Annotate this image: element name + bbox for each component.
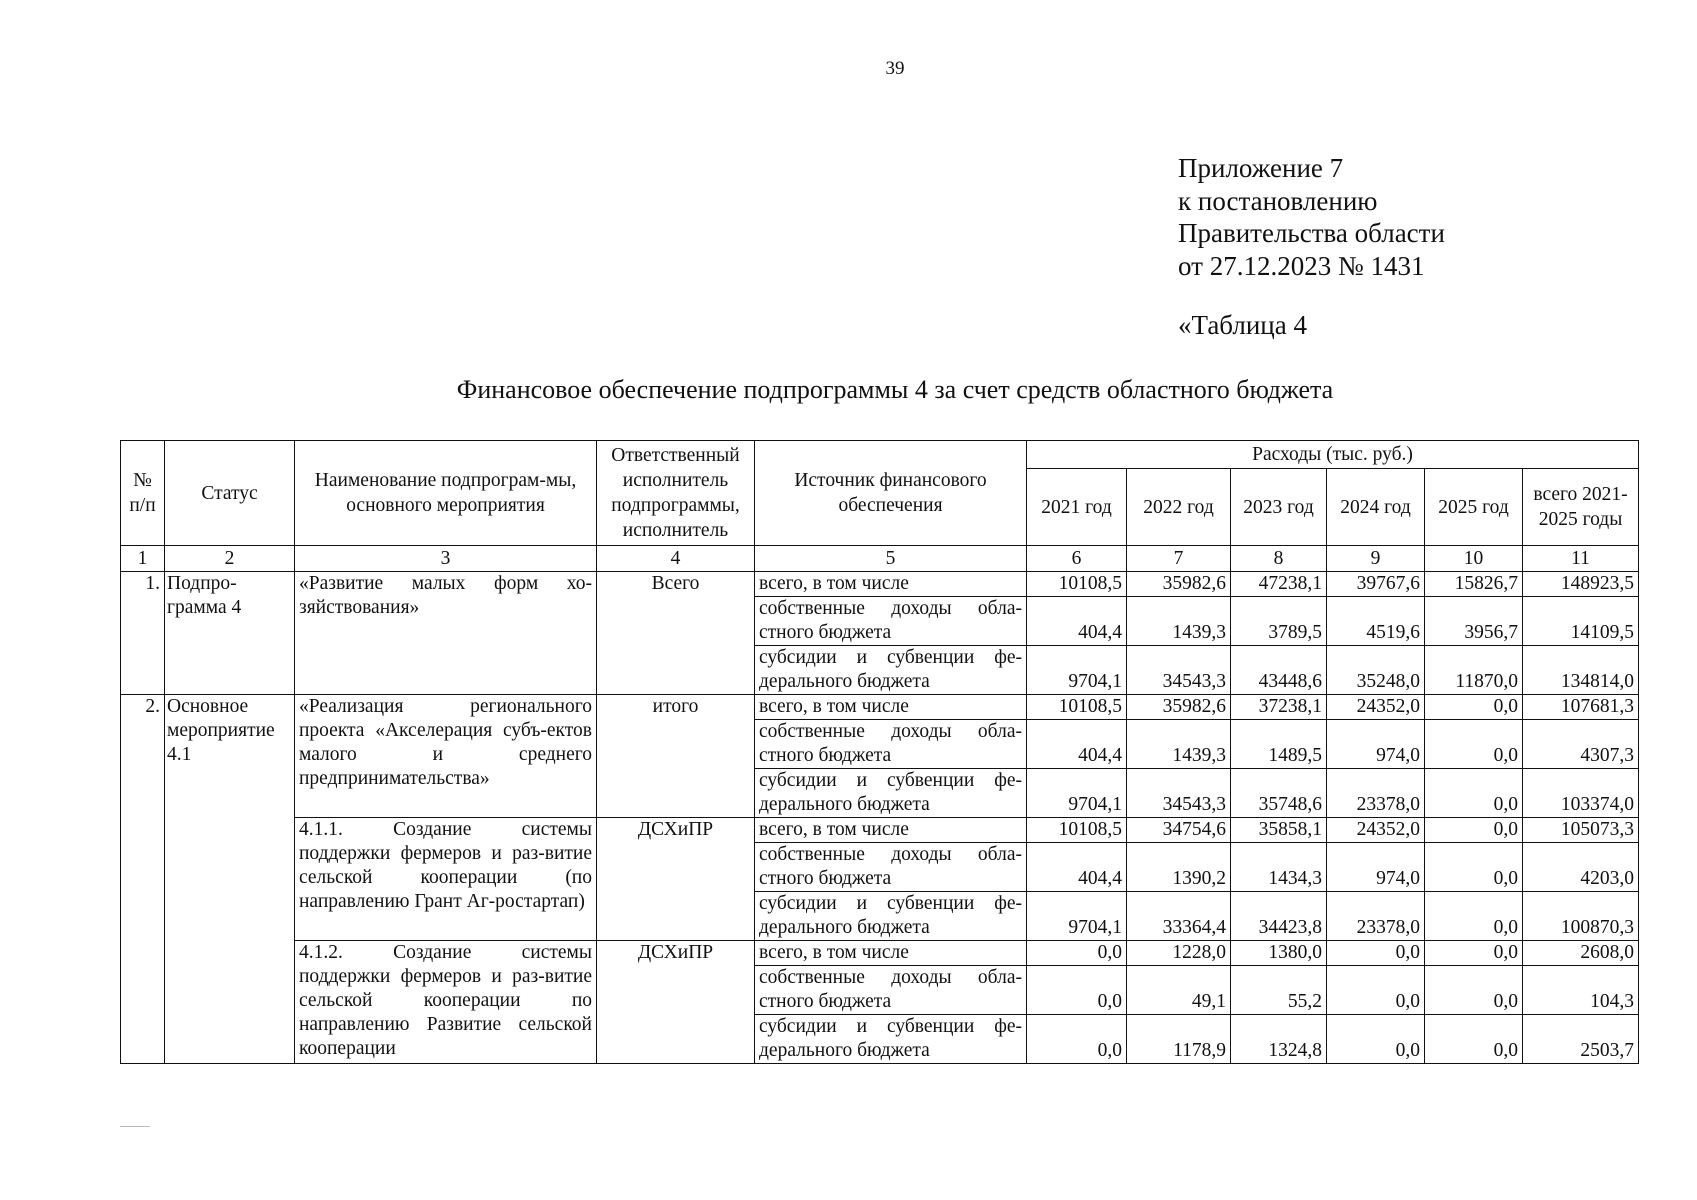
column-number: 10: [1425, 546, 1523, 572]
value-cell: 1228,0: [1127, 941, 1231, 966]
column-number: 7: [1127, 546, 1231, 572]
value-cell: 10108,5: [1027, 695, 1127, 720]
header-source: Источник финансового обеспечения: [755, 441, 1027, 546]
value-cell: 43448,6: [1231, 646, 1327, 695]
header-executor: Ответственный исполнитель подпрограммы, исполнитель: [597, 441, 755, 546]
value-cell: 9704,1: [1027, 892, 1127, 941]
value-cell: 1178,9: [1127, 1015, 1231, 1064]
finance-table: [120, 440, 1639, 1064]
header-year-2021: 2021 год: [1027, 469, 1127, 546]
appendix-line: к постановлению: [1178, 185, 1378, 216]
value-cell: 23378,0: [1327, 769, 1425, 818]
table-label: «Таблица 4: [1178, 310, 1307, 340]
value-cell: 0,0: [1425, 1015, 1523, 1064]
header-expenses: Расходы (тыс. руб.): [1027, 441, 1639, 469]
value-cell: 47238,1: [1231, 572, 1327, 597]
value-cell: 974,0: [1327, 720, 1425, 769]
source-fed-label: субсидии и субвенции фе-дерального бюджета: [755, 769, 1027, 818]
table-row: [121, 572, 1639, 597]
value-cell: 14109,5: [1523, 597, 1639, 646]
value-cell: 35248,0: [1327, 646, 1425, 695]
value-cell: 0,0: [1425, 818, 1523, 843]
value-cell: 55,2: [1231, 966, 1327, 1015]
value-cell: 404,4: [1027, 720, 1127, 769]
value-cell: 10108,5: [1027, 818, 1127, 843]
value-cell: 34754,6: [1127, 818, 1231, 843]
value-cell: 1439,3: [1127, 597, 1231, 646]
value-cell: 3789,5: [1231, 597, 1327, 646]
value-cell: 35748,6: [1231, 769, 1327, 818]
header-status: Статус: [165, 441, 295, 546]
value-cell: 0,0: [1327, 1015, 1425, 1064]
footer-rule: [120, 1126, 150, 1127]
row-name: «Реализация регионального проекта «Акселерация субъ-ектов малого и среднего предпринимательства»: [295, 695, 597, 818]
column-number: 4: [597, 546, 755, 572]
appendix-line: Приложение 7: [1178, 153, 1344, 183]
table-row: [121, 695, 1639, 720]
column-number: 9: [1327, 546, 1425, 572]
value-cell: 1439,3: [1127, 720, 1231, 769]
value-cell: 105073,3: [1523, 818, 1639, 843]
value-cell: 103374,0: [1523, 769, 1639, 818]
header-name: Наименование подпрограм-мы, основного мероприятия: [295, 441, 597, 546]
appendix-block: [1178, 152, 1445, 282]
source-own-label: собственные доходы обла-стного бюджета: [755, 597, 1027, 646]
page-number: 39: [885, 58, 905, 79]
value-cell: 1380,0: [1231, 941, 1327, 966]
value-cell: 9704,1: [1027, 769, 1127, 818]
row-name: 4.1.2. Создание системы поддержки фермеров и раз-витие сельской кооперации по направлению Развитие сельской кооперации: [295, 941, 597, 1064]
row-executor: ДСХиПР: [597, 941, 755, 1064]
value-cell: 9704,1: [1027, 646, 1127, 695]
value-cell: 15826,7: [1425, 572, 1523, 597]
value-cell: 1390,2: [1127, 843, 1231, 892]
value-cell: 404,4: [1027, 597, 1127, 646]
value-cell: 0,0: [1425, 843, 1523, 892]
value-cell: 4203,0: [1523, 843, 1639, 892]
value-cell: 0,0: [1425, 892, 1523, 941]
value-cell: 4519,6: [1327, 597, 1425, 646]
row-status: Подпро-грамма 4: [165, 572, 295, 695]
appendix-line: Правительства области: [1178, 218, 1445, 248]
source-total-label: всего, в том числе: [755, 941, 1027, 966]
header-year-2022: 2022 год: [1127, 469, 1231, 546]
row-name: «Развитие малых форм хо-зяйствования»: [295, 572, 597, 695]
table-row: [121, 818, 1639, 843]
value-cell: 49,1: [1127, 966, 1231, 1015]
value-cell: 0,0: [1425, 941, 1523, 966]
value-cell: 134814,0: [1523, 646, 1639, 695]
column-number: 11: [1523, 546, 1639, 572]
value-cell: 34543,3: [1127, 646, 1231, 695]
column-number: 8: [1231, 546, 1327, 572]
value-cell: 23378,0: [1327, 892, 1425, 941]
source-own-label: собственные доходы обла-стного бюджета: [755, 843, 1027, 892]
value-cell: 35858,1: [1231, 818, 1327, 843]
value-cell: 1324,8: [1231, 1015, 1327, 1064]
value-cell: 24352,0: [1327, 818, 1425, 843]
value-cell: 0,0: [1425, 720, 1523, 769]
value-cell: 1434,3: [1231, 843, 1327, 892]
value-cell: 35982,6: [1127, 695, 1231, 720]
value-cell: 0,0: [1027, 1015, 1127, 1064]
value-cell: 0,0: [1425, 695, 1523, 720]
value-cell: 39767,6: [1327, 572, 1425, 597]
column-number: 3: [295, 546, 597, 572]
row-executor: Всего: [597, 572, 755, 695]
source-total-label: всего, в том числе: [755, 572, 1027, 597]
source-fed-label: субсидии и субвенции фе-дерального бюджета: [755, 1015, 1027, 1064]
header-num: № п/п: [121, 441, 165, 546]
value-cell: 404,4: [1027, 843, 1127, 892]
value-cell: 34423,8: [1231, 892, 1327, 941]
appendix-line: от 27.12.2023 № 1431: [1178, 250, 1425, 281]
source-total-label: всего, в том числе: [755, 695, 1027, 720]
value-cell: 4307,3: [1523, 720, 1639, 769]
value-cell: 100870,3: [1523, 892, 1639, 941]
value-cell: 0,0: [1027, 966, 1127, 1015]
row-executor: ДСХиПР: [597, 818, 755, 941]
value-cell: 11870,0: [1425, 646, 1523, 695]
column-number: 6: [1027, 546, 1127, 572]
value-cell: 0,0: [1327, 966, 1425, 1015]
row-status: Основное мероприятие 4.1: [165, 695, 295, 1064]
value-cell: 35982,6: [1127, 572, 1231, 597]
source-own-label: собственные доходы обла-стного бюджета: [755, 966, 1027, 1015]
header-year-2024: 2024 год: [1327, 469, 1425, 546]
value-cell: 974,0: [1327, 843, 1425, 892]
value-cell: 37238,1: [1231, 695, 1327, 720]
header-year-2025: 2025 год: [1425, 469, 1523, 546]
value-cell: 148923,5: [1523, 572, 1639, 597]
document-title: Финансовое обеспечение подпрограммы 4 за счет средств областного бюджета: [456, 375, 1334, 404]
source-fed-label: субсидии и субвенции фе-дерального бюджета: [755, 646, 1027, 695]
value-cell: 1489,5: [1231, 720, 1327, 769]
column-number: 1: [121, 546, 165, 572]
value-cell: 34543,3: [1127, 769, 1231, 818]
source-own-label: собственные доходы обла-стного бюджета: [755, 720, 1027, 769]
value-cell: 2608,0: [1523, 941, 1639, 966]
value-cell: 3956,7: [1425, 597, 1523, 646]
value-cell: 33364,4: [1127, 892, 1231, 941]
source-fed-label: субсидии и субвенции фе-дерального бюджета: [755, 892, 1027, 941]
value-cell: 2503,7: [1523, 1015, 1639, 1064]
table-row: [121, 941, 1639, 966]
value-cell: 24352,0: [1327, 695, 1425, 720]
row-executor: итого: [597, 695, 755, 818]
value-cell: 0,0: [1327, 941, 1425, 966]
value-cell: 107681,3: [1523, 695, 1639, 720]
header-total-years: всего 2021-2025 годы: [1523, 469, 1639, 546]
value-cell: 104,3: [1523, 966, 1639, 1015]
row-number: 2.: [121, 695, 165, 1064]
header-year-2023: 2023 год: [1231, 469, 1327, 546]
value-cell: 0,0: [1425, 769, 1523, 818]
value-cell: 0,0: [1027, 941, 1127, 966]
column-number: 2: [165, 546, 295, 572]
value-cell: 10108,5: [1027, 572, 1127, 597]
value-cell: 0,0: [1425, 966, 1523, 1015]
column-number: 5: [755, 546, 1027, 572]
row-number: 1.: [121, 572, 165, 695]
source-total-label: всего, в том числе: [755, 818, 1027, 843]
row-name: 4.1.1. Создание системы поддержки фермеров и раз-витие сельской кооперации (по направлению Грант Аг-ростартап): [295, 818, 597, 941]
